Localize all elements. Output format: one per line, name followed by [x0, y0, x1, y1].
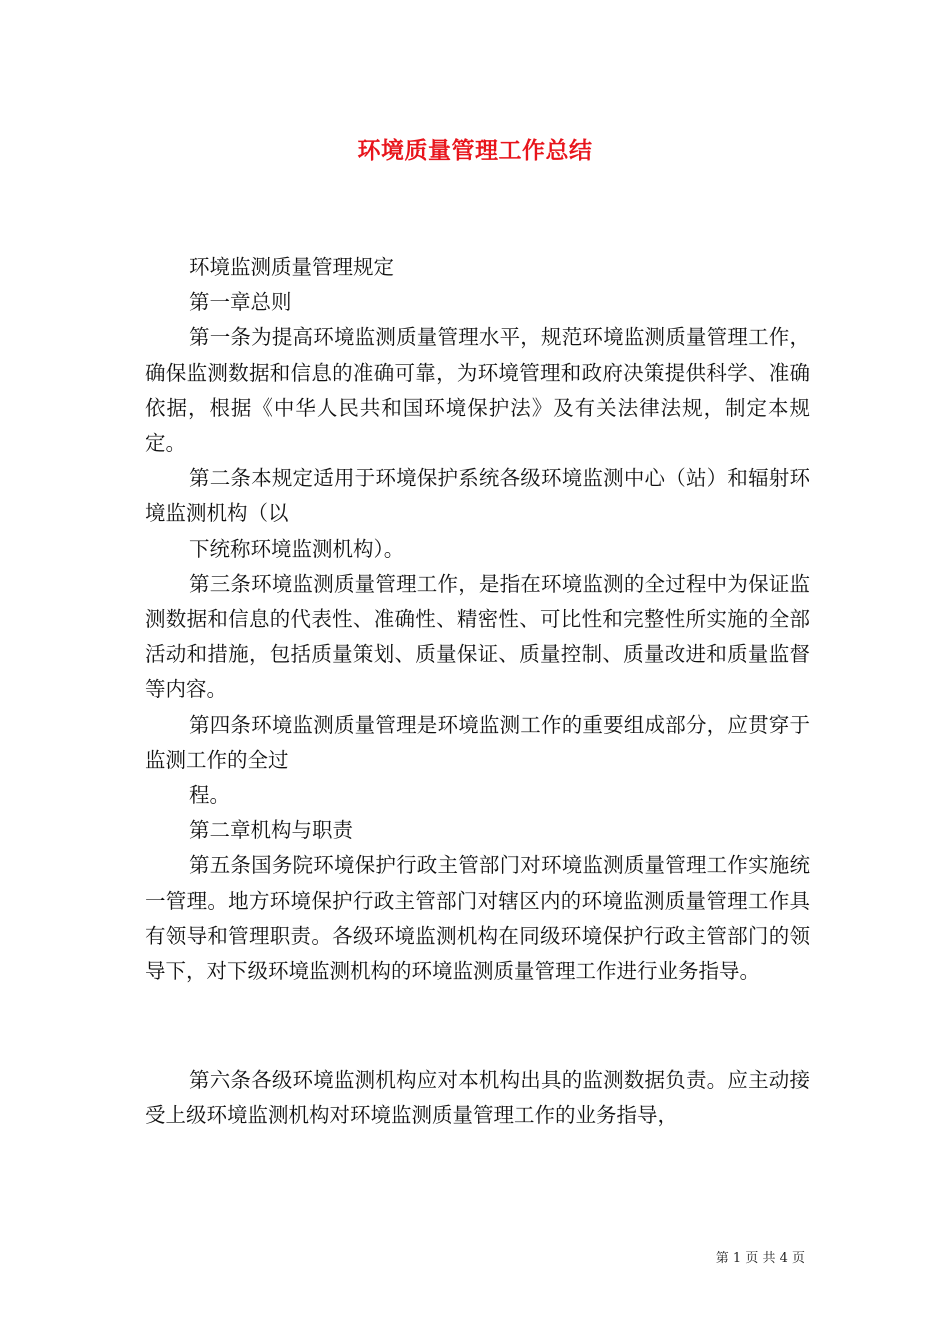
chapter-heading: 第一章总则 — [189, 290, 292, 315]
document-body — [145, 250, 810, 1134]
paragraph: 第五条国务院环境保护行政主管部门对环境监测质量管理工作实施统一管理。地方环境保护行政主管部门对辖区内的环境监测质量管理工作具有领导和管理职责。各级环境监测机构在同级环境保护行政主管部门的领导下，对下级环境监测机构的环境监测质量管理工作进行业务指导。 — [145, 853, 810, 984]
paragraph: 第三条环境监测质量管理工作，是指在环境监测的全过程中为保证监测数据和信息的代表性、准确性、精密性、可比性和完整性所实施的全部活动和措施，包括质量策划、质量保证、质量控制、质量改进和质量监督等内容。 — [145, 571, 810, 702]
paragraph: 下统称环境监测机构）。 — [189, 536, 405, 561]
document-title: 环境质量管理工作总结 — [357, 137, 593, 164]
chapter-heading: 第二章机构与职责 — [189, 818, 353, 843]
paragraph: 程。 — [189, 783, 230, 808]
paragraph: 第二条本规定适用于环境保护系统各级环境监测中心（站）和辐射环境监测机构（以 — [145, 466, 810, 526]
paragraph: 第六条各级环境监测机构应对本机构出具的监测数据负责。应主动接受上级环境监测机构对环境监测质量管理工作的业务指导， — [145, 1068, 810, 1128]
page-number: 第 1 页 共 4 页 — [715, 1251, 805, 1266]
paragraph: 第一条为提高环境监测质量管理水平，规范环境监测质量管理工作，确保监测数据和信息的准确可靠，为环境管理和政府决策提供科学、准确依据，根据《中华人民共和国环境保护法》及有关法律法规，制定本规定。 — [145, 325, 810, 456]
paragraph-heading: 环境监测质量管理规定 — [189, 255, 394, 279]
paragraph: 第四条环境监测质量管理是环境监测工作的重要组成部分，应贯穿于监测工作的全过 — [145, 712, 810, 772]
page-gap — [145, 989, 810, 1063]
